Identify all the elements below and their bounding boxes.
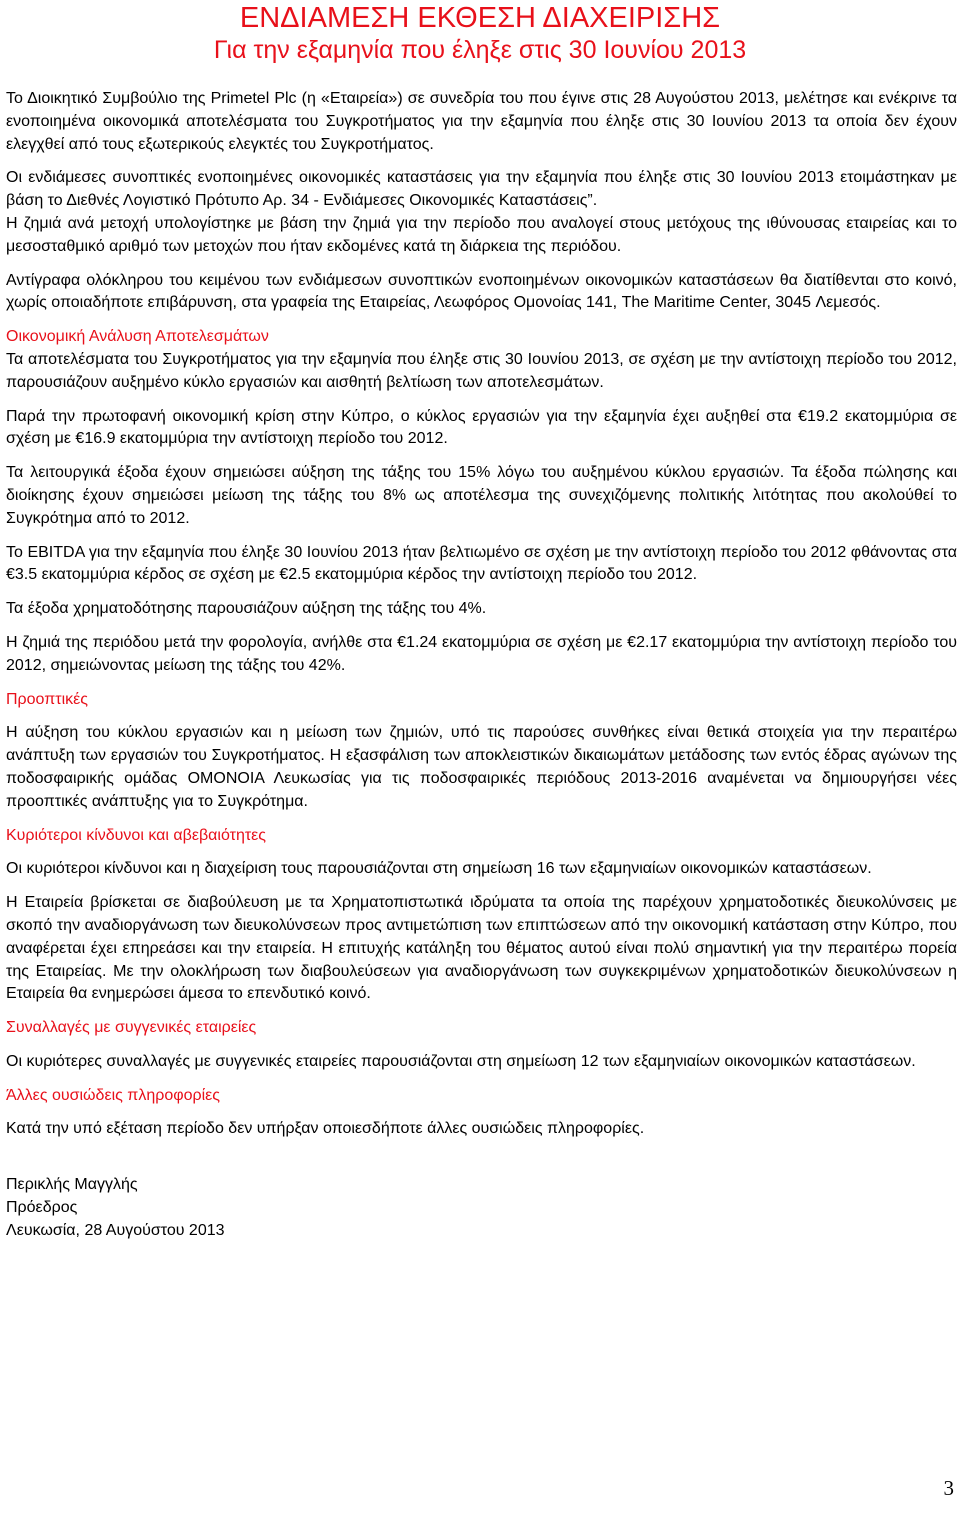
report-title: ΕΝΔΙΑΜΕΣΗ ΕΚΘΕΣΗ ΔΙΑΧΕΙΡΙΣΗΣ bbox=[239, 2, 721, 34]
page-number: 3 bbox=[943, 1476, 954, 1500]
related-paragraph: Οι κυριότερες συναλλαγές με συγγενικές εταιρείες παρουσιάζονται στη σημείωση 12 των εξαμηνιαίων οικονομικών καταστάσεων. bbox=[6, 1052, 916, 1070]
financial-paragraph-finance-costs: Τα έξοδα χρηματοδότησης παρουσιάζουν αύξηση της τάξης του 4%. bbox=[6, 600, 487, 618]
signatory-role: Πρόεδρος bbox=[6, 1199, 78, 1217]
section-heading-related: Συναλλαγές με συγγενικές εταιρείες bbox=[6, 1019, 257, 1037]
report-body bbox=[6, 88, 957, 1243]
financial-paragraph-turnover: Παρά την πρωτοφανή οικονομική κρίση στην Κύπρο, ο κύκλος εργασιών για την εξαμηνία έχει αυξηθεί στα €19.2 εκατομμύρια σε σχέση με €16.9 εκατομμύρια την αντίστοιχη περίοδο του 2012. bbox=[6, 407, 957, 448]
other-paragraph: Κατά την υπό εξέταση περίοδο δεν υπήρξαν οποιεσδήποτε άλλες ουσιώδεις πληροφορίες. bbox=[6, 1120, 645, 1138]
signatory-name: Περικλής Μαγγλής bbox=[6, 1176, 138, 1194]
financial-paragraph-loss: Η ζημιά της περιόδου μετά την φορολογία, ανήλθε στα €1.24 εκατομμύρια σε σχέση με €2.17 εκατομμύρια την αντίστοιχη περίοδο του 2012, σημειώνοντας μείωση της τάξης του 42%. bbox=[6, 633, 957, 674]
outlook-paragraph: Η αύξηση του κύκλου εργασιών και η μείωση των ζημιών, υπό τις παρούσες συνθήκες είναι θετικά στοιχεία για την περαιτέρω ανάπτυξη των εργασιών του Συγκροτήματος. Η εξασφάλιση των αποκλειστικών δικαιωμάτων μετάδοσης των εντός έδρας αγώνων της ποδοσφαιρικής ομάδας ΟΜΟΝΟΙΑ Λευκωσίας για τις ποδοσφαιρικές περιόδους 2013-2016 αναμένεται να δημιουργήσει νέες προοπτικές ανάπτυξης για το Συγκρότημα. bbox=[6, 724, 957, 810]
section-heading-risks: Κυριότεροι κίνδυνοι και αβεβαιότητες bbox=[6, 826, 267, 844]
financial-paragraph-ebitda: Το EBITDA για την εξαμηνία που έληξε 30 Ιουνίου 2013 ήταν βελτιωμένο σε σχέση με την αντίστοιχη περίοδο του 2012 φθάνοντας στα €3.5 εκατομμύρια κέρδος σε σχέση με €2.5 εκατομμύρια κέρδος την αντίστοιχη περίοδο του 2012. bbox=[6, 543, 957, 584]
report-subtitle: Για την εξαμηνία που έληξε στις 30 Ιουνίου 2013 bbox=[213, 36, 747, 64]
risks-paragraph-note: Οι κυριότεροι κίνδυνοι και η διαχείριση τους παρουσιάζονται στη σημείωση 16 των εξαμηνιαίων οικονομικών καταστάσεων. bbox=[6, 860, 872, 878]
financial-paragraph-results: Τα αποτελέσματα του Συγκροτήματος για την εξαμηνία που έληξε στις 30 Ιουνίου 2013, σε σχέση με την αντίστοιχη περίοδο του 2012, παρουσιάζουν αυξημένο κύκλο εργασιών και αισθητή βελτίωση των αποτελεσμάτων. bbox=[6, 350, 957, 391]
intro-paragraph-copies: Αντίγραφα ολόκληρου του κειμένου των ενδιάμεσων συνοπτικών ενοποιημένων οικονομικών καταστάσεων θα διατίθενται στο κοινό, χωρίς οποιαδήποτε επιβάρυνση, στα γραφεία της Εταιρείας, Λεωφόρος Ομονοίας 141, The Maritime Center, 3045 Λεμεσός. bbox=[6, 271, 957, 312]
intro-paragraph-loss-per-share: Η ζημιά ανά μετοχή υπολογίστηκε με βάση την ζημιά για την περίοδο που αναλογεί στους μετόχους της ιθύνουσας εταιρείας και το μεσοσταθμικό αριθμό των μετοχών που ήταν εκδομένες κατά τη διάρκεια της περιόδου. bbox=[6, 214, 957, 255]
signature-place-date: Λευκωσία, 28 Αυγούστου 2013 bbox=[6, 1221, 225, 1239]
section-heading-outlook: Προοπτικές bbox=[6, 690, 88, 708]
financial-paragraph-expenses: Τα λειτουργικά έξοδα έχουν σημειώσει αύξηση της τάξης του 15% λόγω του αυξημένου κύκλου εργασιών. Τα έξοδα πώλησης και διοίκησης έχουν σημειώσει μείωση της τάξης του 8% ως αποτέλεσμα της συνεχιζόμενης πολιτικής λιτότητας που ακολούθεί το Συγκρότημα από το 2012. bbox=[6, 464, 957, 527]
section-heading-financial: Οικονομική Ανάλυση Αποτελεσμάτων bbox=[6, 328, 269, 346]
section-heading-other: Άλλες ουσιώδεις πληροφορίες bbox=[6, 1086, 220, 1104]
risks-paragraph-banks: Η Εταιρεία βρίσκεται σε διαβούλευση με τα Χρηματοπιστωτικά ιδρύματα τα οποία της παρέχουν χρηματοδοτικές διευκολύνσεις με σκοπό την αναδιοργάνωση των διευκολύνσεων προς αντιμετώπιση των επιπτώσεων από την οικονομική κατάσταση στην Κύπρο, που αναφέρεται έχει επηρεάσει και την εταιρεία. Η επιτυχής κατάληξη του θέματος αυτού είναι πολύ σημαντική για την περαιτέρω πορεία της Εταιρείας. Με την ολοκλήρωση των διαβουλεύσεων για αναδιοργάνωση των συγκεκριμένων χρηματοδοτικών διευκολύνσεων η Εταιρεία θα ενημερώσει άμεσα το επενδυτικό κοινό. bbox=[6, 894, 957, 1003]
intro-paragraph-standard: Οι ενδιάμεσες συνοπτικές ενοποιημένες οικονομικές καταστάσεις για την εξαμηνία που έληξε στις 30 Ιουνίου 2013 ετοιμάστηκαν με βάση το Διεθνές Λογιστικό Πρότυπο Αρ. 34 - Ενδιάμεσες Οικονομικές Καταστάσεις”. bbox=[6, 169, 957, 210]
intro-paragraph-board: Το Διοικητικό Συμβούλιο της Primetel Plc (η «Εταιρεία») σε συνεδρία του που έγινε στις 28 Αυγούστου 2013, μελέτησε και ενέκρινε τα ενοποιημένα οικονομικά αποτελέσματα του Συγκροτήματος για την εξαμηνία που έληξε στις 30 Ιουνίου 2013 τα οποία δεν έχουν ελεγχθεί από τους εξωτερικούς ελεγκτές του Συγκροτήματος. bbox=[6, 90, 957, 153]
signature-block bbox=[6, 1174, 957, 1242]
